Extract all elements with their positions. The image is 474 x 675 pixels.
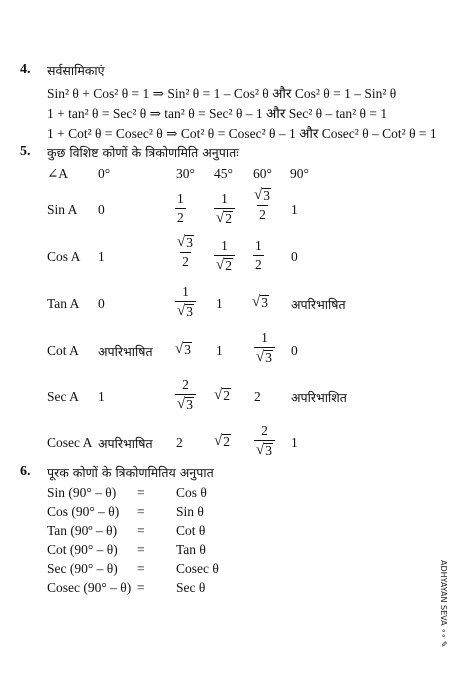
cot-90: 0 bbox=[291, 343, 298, 358]
cot-60: 1 √ 3 bbox=[254, 330, 275, 365]
row-label-sin: Sin A bbox=[47, 202, 78, 217]
sin-90: 1 bbox=[291, 202, 298, 217]
comp-eq-1: = bbox=[137, 504, 145, 519]
header-45: 45° bbox=[214, 166, 233, 181]
comp-eq-4: = bbox=[137, 561, 145, 576]
cot-45: 1 bbox=[216, 343, 223, 358]
section-5-number: 5. bbox=[20, 144, 31, 159]
cosec-90: 1 bbox=[291, 435, 298, 450]
tan-90: अपरिभाषित bbox=[291, 297, 346, 312]
comp-right-5: Sec θ bbox=[176, 580, 206, 595]
header-0: 0° bbox=[98, 166, 111, 181]
tan-30: 1 √ 3 bbox=[175, 284, 196, 319]
header-angle: ∠A bbox=[47, 166, 69, 181]
comp-right-3: Tan θ bbox=[176, 542, 206, 557]
comp-right-0: Cos θ bbox=[176, 485, 207, 500]
comp-eq-0: = bbox=[137, 485, 145, 500]
tan-0: 0 bbox=[98, 296, 105, 311]
sec-45: √ 2 bbox=[214, 387, 230, 403]
cot-0: अपरिभाषित bbox=[98, 344, 153, 359]
tan-45: 1 bbox=[216, 296, 223, 311]
cosec-0: अपरिभाषित bbox=[98, 436, 153, 451]
sin-30: $\frac{1}{2}$ bbox=[177, 191, 184, 225]
sin-0: 0 bbox=[98, 202, 105, 217]
identity-line-3: 1 + Cot² θ = Cosec² θ ⇒ Cot² θ = Cosec² θ – 1 और Cosec² θ – Cot² θ = 1 bbox=[47, 126, 437, 141]
header-30: 30° bbox=[176, 166, 195, 181]
section-5-title: कुछ विशिष्ट कोणों के त्रिकोणमिति अनुपातः bbox=[47, 145, 239, 160]
comp-right-2: Cot θ bbox=[176, 523, 206, 538]
comp-right-4: Cosec θ bbox=[176, 561, 219, 576]
comp-eq-5: = bbox=[137, 580, 145, 595]
identity-line-2: 1 + tan² θ = Sec² θ ⇒ tan² θ = Sec² θ – 1 और Sec² θ – tan² θ = 1 bbox=[47, 106, 388, 121]
sec-0: 1 bbox=[98, 389, 105, 404]
header-60: 60° bbox=[253, 166, 272, 181]
row-label-sec: Sec A bbox=[47, 389, 79, 404]
sin-60: √ 3 2 bbox=[254, 187, 270, 223]
comp-left-2: Tan (90º – θ) bbox=[47, 523, 118, 538]
sin-45: 1 √ 2 bbox=[214, 191, 235, 226]
tan-60: √ 3 bbox=[252, 294, 268, 310]
cos-0: 1 bbox=[98, 249, 105, 264]
row-label-cosec: Cosec A bbox=[47, 435, 93, 450]
sec-30: 2 √ 3 bbox=[175, 377, 196, 412]
cos-30: √ 3 2 bbox=[177, 234, 193, 270]
row-label-tan: Tan A bbox=[47, 296, 80, 311]
comp-left-4: Sec (90° – θ) bbox=[47, 561, 118, 576]
header-90: 90° bbox=[290, 166, 309, 181]
sec-60: 2 bbox=[254, 389, 261, 404]
identity-line-1: Sin² θ + Cos² θ = 1 ⇒ Sin² θ = 1 – Cos² θ और Cos² θ = 1 – Sin² θ bbox=[47, 86, 397, 101]
cosec-30: 2 bbox=[176, 435, 183, 450]
cosec-60: 2 √ 3 bbox=[254, 423, 275, 458]
row-label-cos: Cos A bbox=[47, 249, 81, 264]
sec-90: अपरिभाशित bbox=[291, 390, 347, 405]
comp-left-0: Sin (90° – θ) bbox=[47, 485, 117, 500]
row-label-cot: Cot A bbox=[47, 343, 79, 358]
comp-right-1: Sin θ bbox=[176, 504, 204, 519]
cos-90: 0 bbox=[291, 249, 298, 264]
cos-60: $\frac{1}{2}$ bbox=[255, 238, 262, 272]
cosec-45: √ 2 bbox=[214, 433, 230, 449]
cos-45: 1 √ 2 bbox=[214, 238, 235, 273]
comp-left-5: Cosec (90° – θ) bbox=[47, 580, 132, 595]
section-4-title: सर्वसामिकाएं bbox=[47, 63, 105, 78]
comp-eq-3: = bbox=[137, 542, 145, 557]
section-6-number: 6. bbox=[20, 464, 31, 479]
comp-left-1: Cos (90° – θ) bbox=[47, 504, 120, 519]
side-watermark: ADHYAYAN SEVA ∘∘ ✎ bbox=[439, 560, 448, 648]
comp-eq-2: = bbox=[137, 523, 145, 538]
cot-30: √ 3 bbox=[175, 341, 191, 357]
comp-left-3: Cot (90° – θ) bbox=[47, 542, 118, 557]
section-6-title: पूरक कोणों के त्रिकोणमितिय अनुपात bbox=[47, 465, 214, 480]
section-4-number: 4. bbox=[20, 62, 31, 77]
